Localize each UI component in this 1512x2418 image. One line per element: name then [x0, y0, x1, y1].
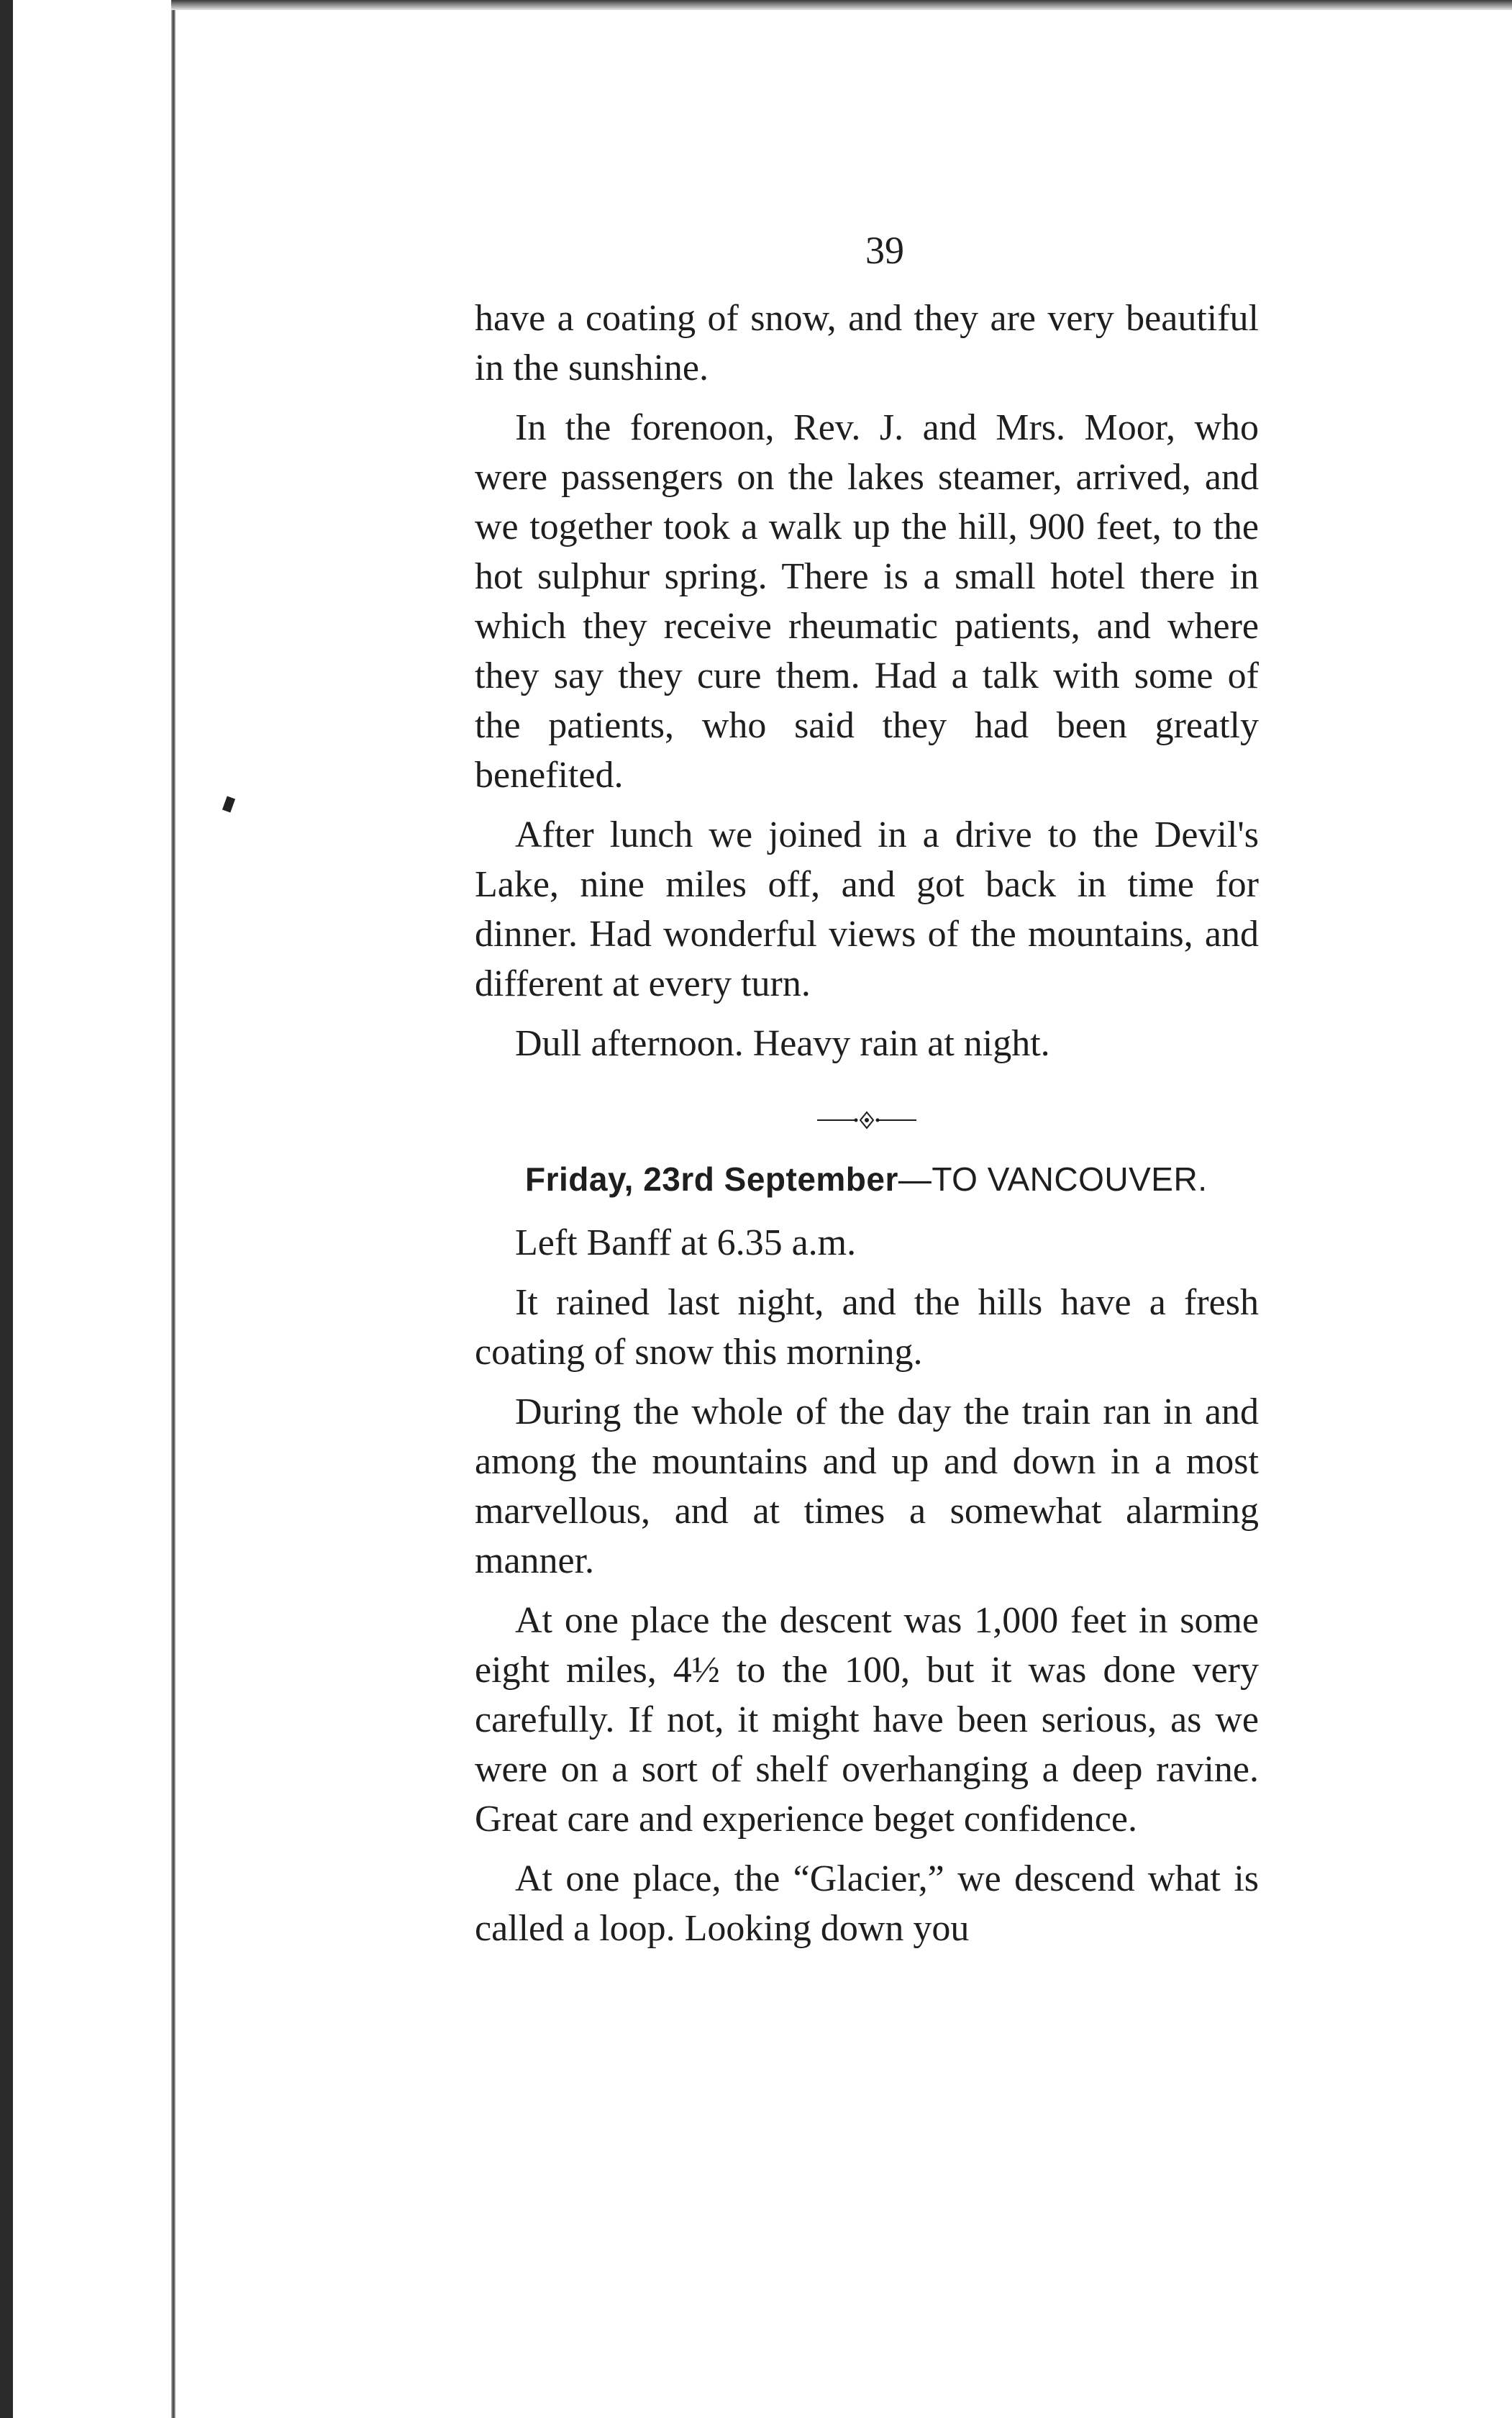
heading-destination: TO VANCOUVER. [932, 1160, 1208, 1198]
stray-ink-mark [222, 796, 235, 813]
paragraph-left-banff: Left Banff at 6.35 a.m. [515, 1222, 857, 1263]
paragraph-forenoon: In the forenoon, Rev. J. and Mrs. Moor, who were passengers on the lakes steamer, arrived, and we together took a walk up the hill, 900 feet, to the hot sulphur spring. There is a small hotel there in which they receive rheumatic patients, and where they say they cure them. Had a talk with some of the patients, who said they had been greatly benefited. [475, 407, 1259, 796]
page-number: 39 [865, 229, 904, 272]
ornamental-divider [475, 1094, 1259, 1116]
paragraph-during-day: During the whole of the day the train ran in and among the mountains and up and down in a most marvellous, and at times a somewhat alarming manner. [475, 1391, 1259, 1581]
heading-dash: — [898, 1160, 932, 1198]
page-body [475, 294, 1259, 1963]
scan-edge [0, 0, 13, 2418]
paragraph-descent: At one place the descent was 1,000 feet in some eight miles, 4½ to the 100, but it was done very carefully. If not, it might have been serious, as we were on a sort of shelf overhanging a deep ravine. Great care and experience beget confidence. [475, 1600, 1259, 1840]
paragraph-glacier: At one place, the “Glacier,” we descend what is called a loop. Looking down you [475, 1858, 1259, 1949]
section-heading [525, 1156, 1259, 1202]
paragraph-after-lunch: After lunch we joined in a drive to the Devil's Lake, nine miles off, and got back in time for dinner. Had wonderful views of the mountains, and different at every turn. [475, 814, 1259, 1004]
page-binding-edge [171, 0, 176, 2418]
heading-date: Friday, 23rd September [525, 1160, 898, 1198]
paragraph-rained: It rained last night, and the hills have a fresh coating of snow this morning. [475, 1282, 1259, 1373]
paragraph-dull-afternoon: Dull afternoon. Heavy rain at night. [515, 1023, 1050, 1064]
ornament-icon [813, 1109, 921, 1131]
paragraph-continuation: have a coating of snow, and they are very beautiful in the sunshine. [475, 298, 1259, 388]
page-top-edge [171, 0, 1512, 10]
